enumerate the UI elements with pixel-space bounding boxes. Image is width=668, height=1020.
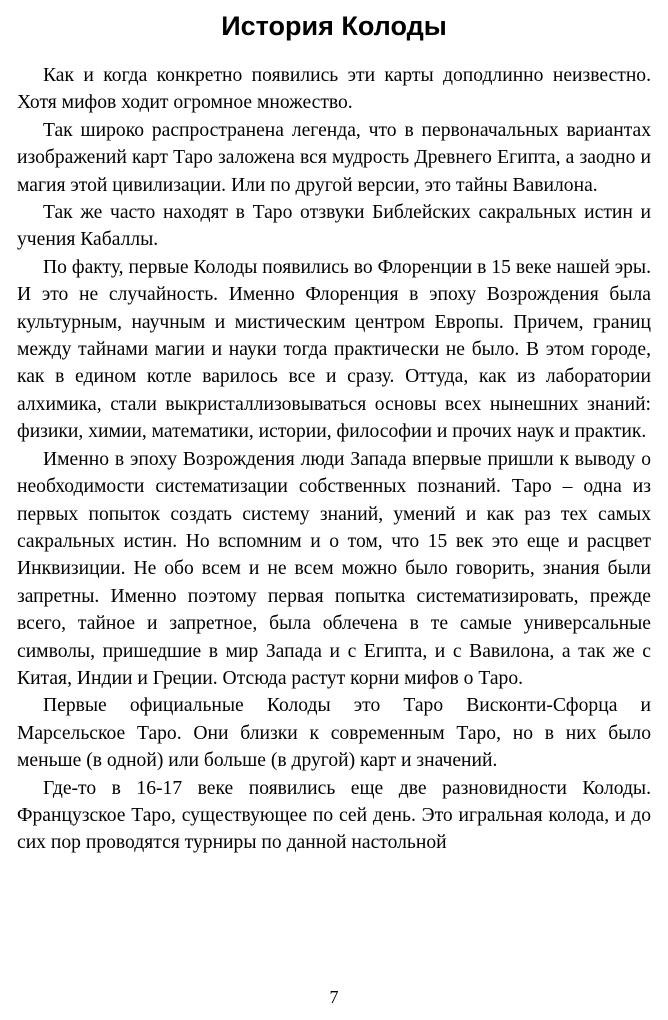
paragraph: Как и когда конкретно появились эти карты доподлинно неизвестно. Хотя мифов ходит огромное множество. [17,65,651,114]
chapter-title: История Колоды [221,11,447,41]
paragraph: Именно в эпоху Возрождения люди Запада впервые пришли к выводу о необходимости систематизации собственных познаний. Таро – одна из первых попыток создать систему знаний, умений и как раз тех самых сакральных истин. Но вспомним и о том, что 15 век это еще и расцвет Инквизиции. Не обо всем и не всем можно было говорить, знания были запретны. Именно поэтому первая попытка систематизировать, прежде всего, тайное и запретное, была облечена в те самые универсальные символы, пришедшие в мир Запада и с Египта, и с Вавилона, а так же с Китая, Индии и Греции. Отсюда растут корни мифов о Таро. [17,448,651,689]
page-number: 7 [329,987,339,1007]
paragraph: Так же часто находят в Таро отзвуки Библейских сакральных истин и учения Кабаллы. [17,202,651,251]
paragraph: Где-то в 16-17 веке появились еще две разновидности Колоды. Французское Таро, существующее по сей день. Это игральная колода, и до сих пор проводятся турниры по данной настольной [17,777,651,854]
chapter-body [17,62,651,857]
paragraph: Первые официальные Колоды это Таро Висконти-Сфорца и Марсельское Таро. Они близки к современным Таро, но в них было меньше (в одной) или больше (в другой) карт и значений. [17,695,651,772]
paragraph: Так широко распространена легенда, что в первоначальных вариантах изображений карт Таро заложена вся мудрость Древнего Египта, а заодно и магия этой цивилизации. Или по другой версии, это тайны Вавилона. [17,119,651,196]
paragraph: По факту, первые Колоды появились во Флоренции в 15 веке нашей эры. И это не случайность. Именно Флоренция в эпоху Возрождения была культурным, научным и мистическим центром Европы. Причем, границ между тайнами магии и науки тогда практически не было. В этом городе, как в едином котле варилось все и сразу. Оттуда, как из лаборатории алхимика, стали выкристаллизовываться основы всех нынешних знаний: физики, химии, математики, истории, философии и прочих наук и практик. [17,256,651,443]
